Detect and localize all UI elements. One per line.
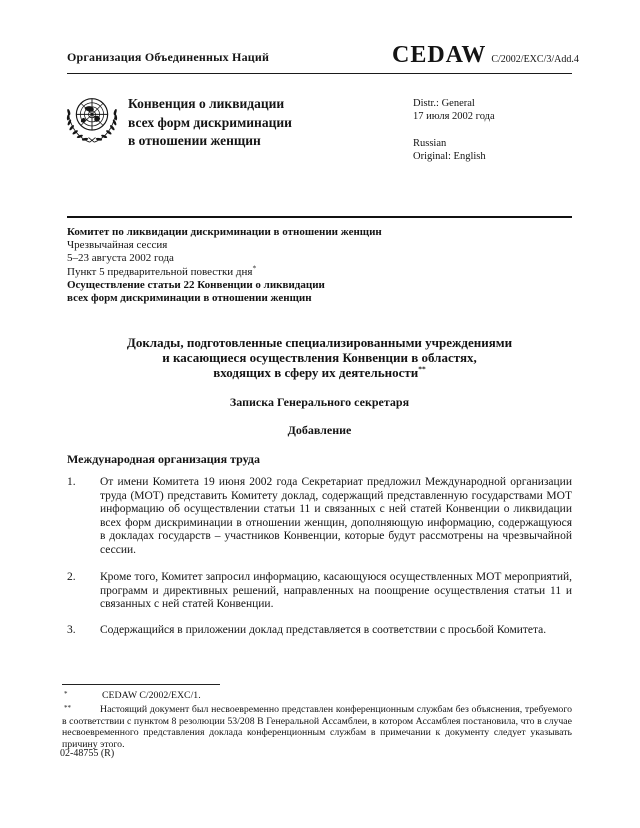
footnote-1-text: CEDAW C/2002/EXC/1. [102,690,201,701]
job-number: 02-48755 (R) [60,748,115,759]
paragraph-number: 2. [67,571,76,583]
addendum-heading: Добавление [287,423,352,437]
convention-title-line: всех форм дискриминации [128,114,292,130]
footnote-2-text: Настоящий документ был несвоевременно представлен конференционным службам без объяснения, требуемого в соответствии с пунктом 8 резолюции 53/208 В Генеральной Ассамблеи, в котором Ассамблея постановила, что в случае несвоевременного представления доклада конференционным службам в примечании к документу следует указывать причину этого. [62,704,572,750]
agenda-subject-line: Осуществление статьи 22 Конвенции о ликвидации [67,278,325,291]
header-rule [67,73,572,74]
document-title-line: Доклады, подготовленные специализированными учреждениями [126,335,513,350]
un-emblem-icon [63,90,121,153]
footnote-1-marker: * [64,690,68,698]
document-symbol-code: C/2002/EXC/3/Add.4 [491,54,579,65]
paragraph-number: 1. [67,476,76,488]
document-title [67,335,572,381]
distribution-block [413,97,495,123]
footnote-2-marker: ** [64,704,71,712]
session-block [67,226,382,305]
convention-title [128,95,292,151]
paragraph [67,476,572,558]
org-name: Организация Объединенных Наций [67,50,270,64]
language-block [413,137,486,163]
footnote-ref-double-asterisk: ** [418,365,426,375]
agenda-subject-line: всех форм дискриминации в отношении женщин [67,292,312,305]
document-title-line: и касающиеся осуществления Конвенции в областях, [162,350,477,366]
paragraph [67,571,572,612]
paragraph-number: 3. [67,624,76,636]
paragraph-text: От имени Комитета 19 июня 2002 года Секретариат предложил Международной организации труда (МОТ) представить Комитету доклад, содержащий представленную государствами МОТ информацию об осуществлении статьи 11 и связанных с ней статей Конвенции о ликвидации всех форм дискриминации в отношении женщин, дополняющую информацию, содержащуюся в докладах государств – участников Конвенции, которые будут рассмотрены на чрезвычайной сессии. [100,476,572,556]
footnote-2 [62,704,572,750]
session-type: Чрезвычайная сессия [67,239,168,252]
document-symbol [392,42,579,69]
session-dates: 5–23 августа 2002 года [67,252,174,265]
language-line: Russian [413,138,447,149]
distr-date: 17 июля 2002 года [413,111,495,122]
note-subtitle: Записка Генерального секретаря [229,395,410,409]
committee-name: Комитет по ликвидации дискриминации в отношении женщин [67,226,382,238]
convention-title-line: Конвенция о ликвидации [128,96,285,111]
section-heading: Международная организация труда [67,452,260,466]
document-symbol-main: CEDAW [392,42,487,68]
paragraph-text: Содержащийся в приложении доклад представляется в соответствии с просьбой Комитета. [100,624,547,636]
footnote-1 [62,690,572,702]
document-title-line: входящих в сферу их деятельности** [213,365,426,381]
footnote-ref-asterisk: * [252,262,257,272]
paragraph [67,624,572,638]
paragraph-text: Кроме того, Комитет запросил информацию, касающуюся осуществленных МОТ мероприятий, программ и директивных решений, направленных на поощрение осуществления статьи 11 и связанных с ней статей Конвенции. [100,571,572,611]
masthead-rule [67,216,572,218]
original-language-line: Original: English [413,151,486,162]
distr-line: Distr.: General [413,98,475,109]
agenda-item: Пункт 5 предварительной повестки дня* [67,262,257,278]
footnote-rule [62,684,220,685]
convention-title-line: в отношении женщин [128,133,261,148]
